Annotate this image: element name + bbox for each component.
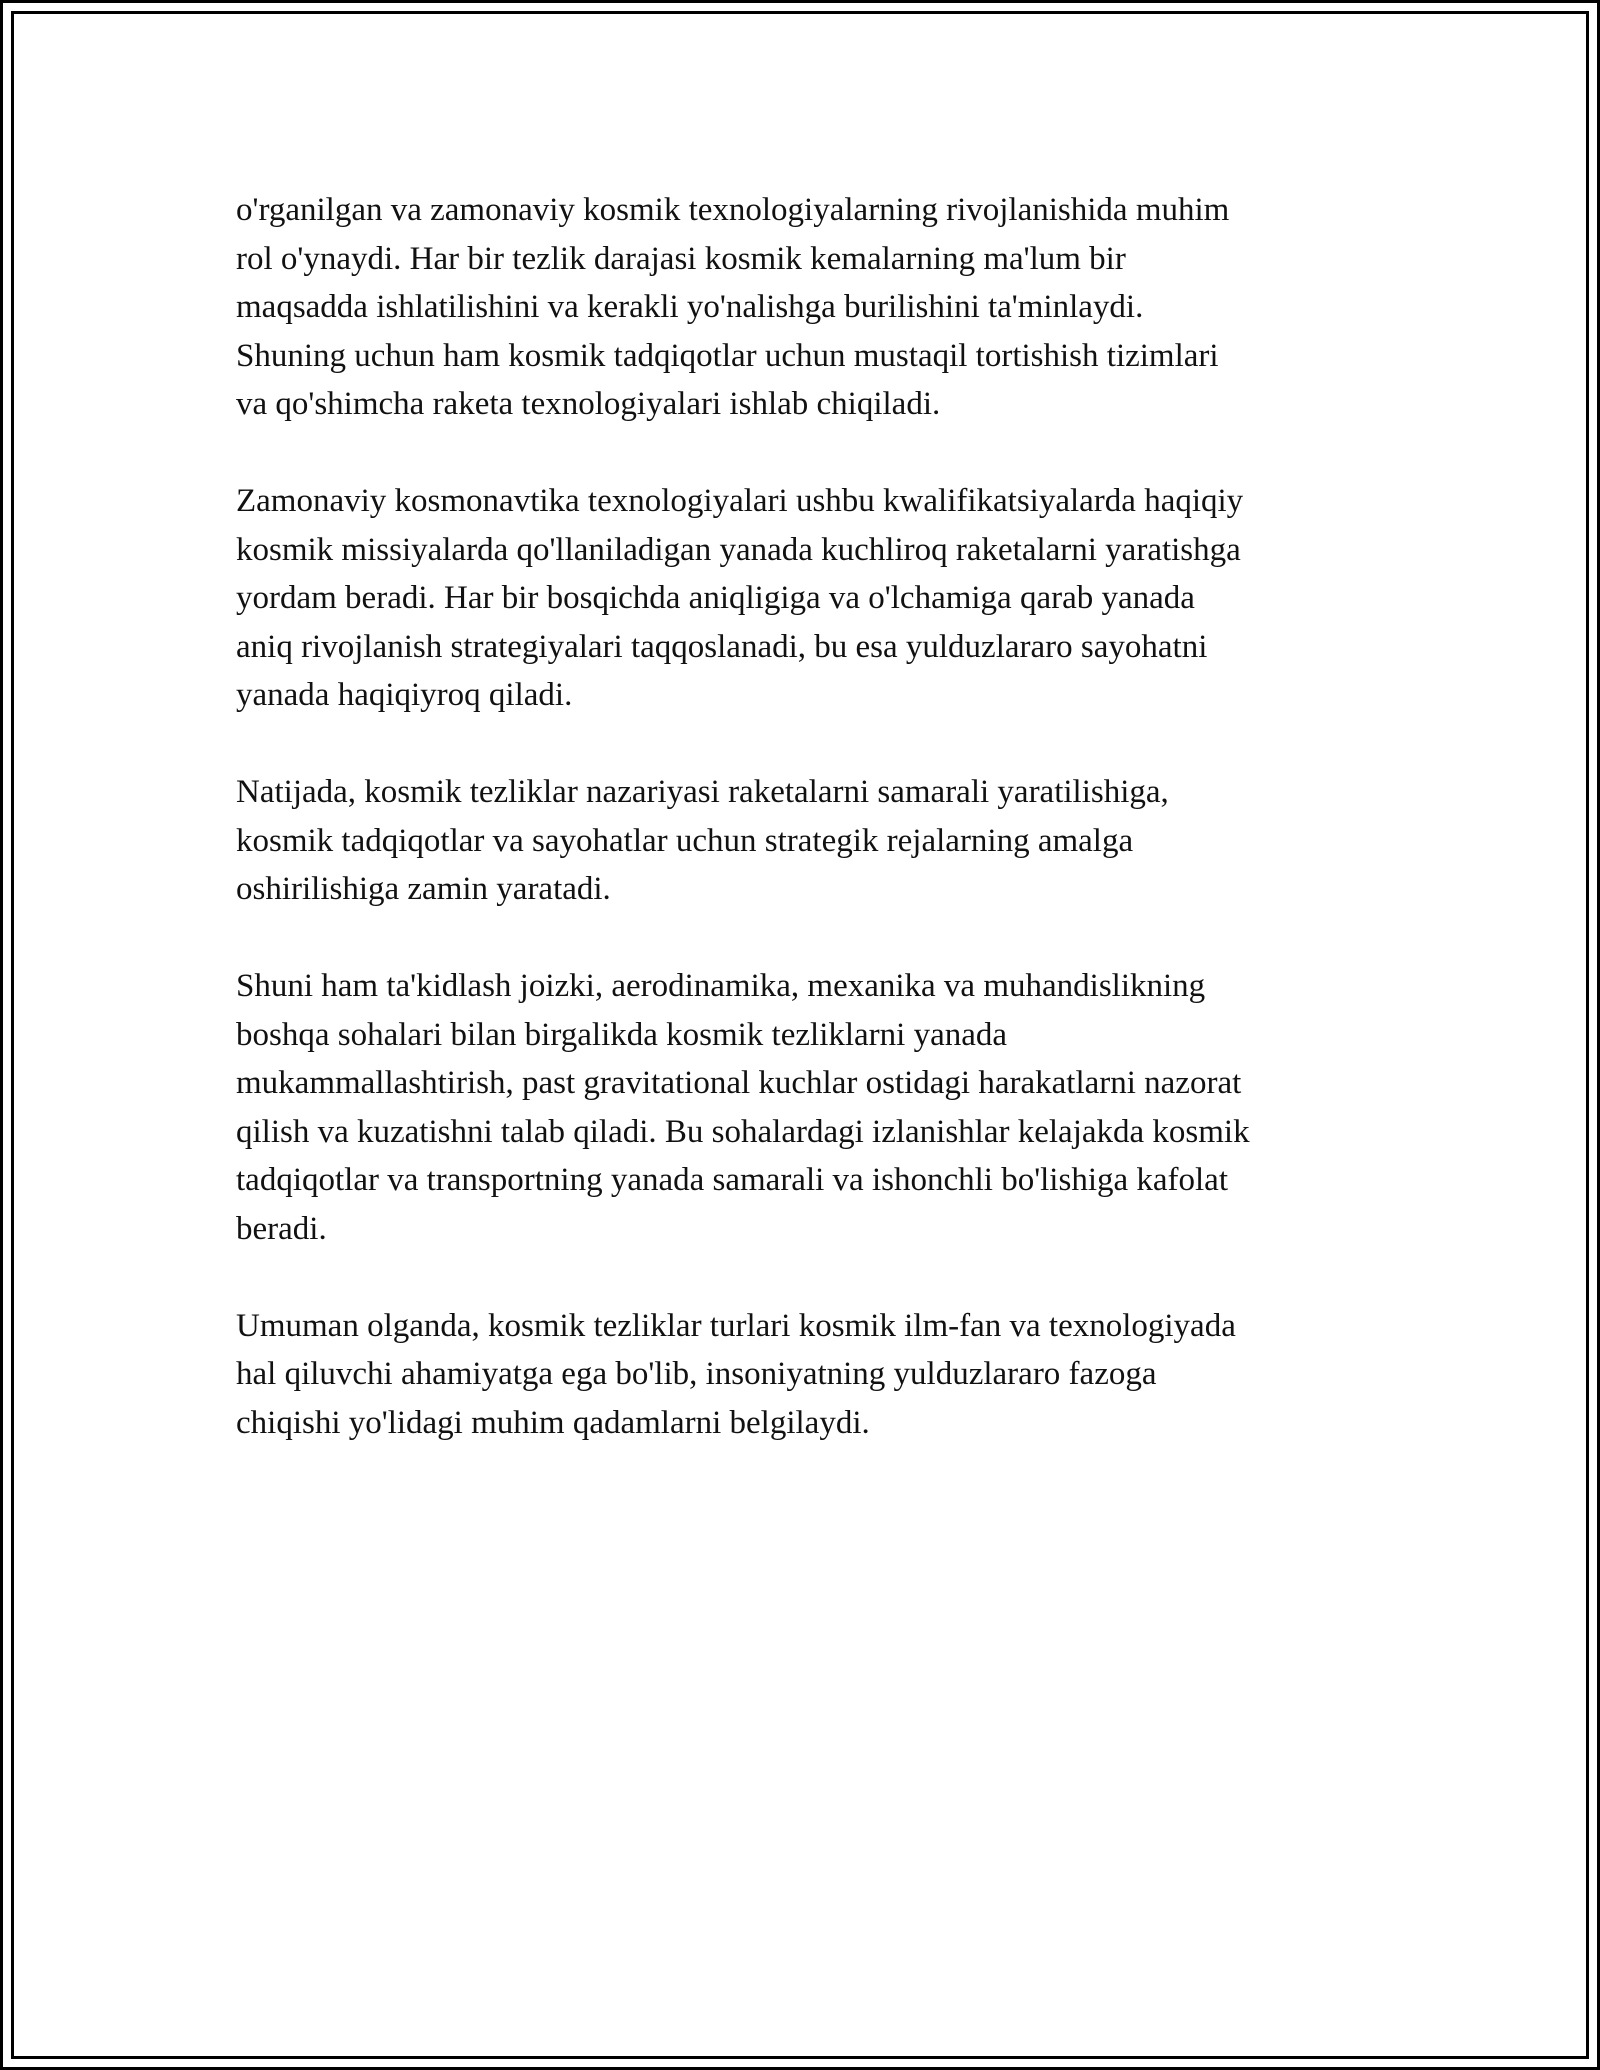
paragraph-2: Zamonaviy kosmonavtika texnologiyalari ushbu kwalifikatsiyalarda haqiqiy kosmik missiyalarda qo'llaniladigan yanada kuchliroq raketalarni yaratishga yordam beradi. Har bir bosqichda aniqligiga va o'lchamiga qarab yanada aniq rivojlanish strategiyalari taqqoslanadi, bu esa yulduzlararo sayohatni yanada haqiqiyroq qiladi. [236,483,1244,713]
document-body [236,186,1386,1496]
paragraph-4: Shuni ham ta'kidlash joizki, aerodinamika, mexanika va muhandislikning boshqa sohalari bilan birgalikda kosmik tezliklarni yanada mukammallashtirish, past gravitational kuchlar ostidagi harakatlarni nazorat qilish va kuzatishni talab qiladi. Bu sohalardagi izlanishlar kelajakda kosmik tadqiqotlar va transportning yanada samarali va ishonchli bo'lishiga kafolat beradi. [236,968,1250,1247]
paragraph-5: Umuman olganda, kosmik tezliklar turlari kosmik ilm-fan va texnologiyada hal qiluvchi ahamiyatga ega bo'lib, insoniyatning yulduzlararo fazoga chiqishi yo'lidagi muhim qadamlarni belgilaydi. [236,1307,1236,1441]
paragraph-3: Natijada, kosmik tezliklar nazariyasi raketalarni samarali yaratilishiga, kosmik tadqiqotlar va sayohatlar uchun strategik rejalarning amalga oshirilishiga zamin yaratadi. [236,774,1169,907]
paragraph-1: o'rganilgan va zamonaviy kosmik texnologiyalarning rivojlanishida muhim rol o'ynaydi. Har bir tezlik darajasi kosmik kemalarning ma'lum bir maqsadda ishlatilishini va kerakli yo'nalishga burilishini ta'minlaydi. Shuning uchun ham kosmik tadqiqotlar uchun mustaqil tortishish tizimlari va qo'shimcha raketa texnologiyalari ishlab chiqiladi. [236,192,1230,422]
